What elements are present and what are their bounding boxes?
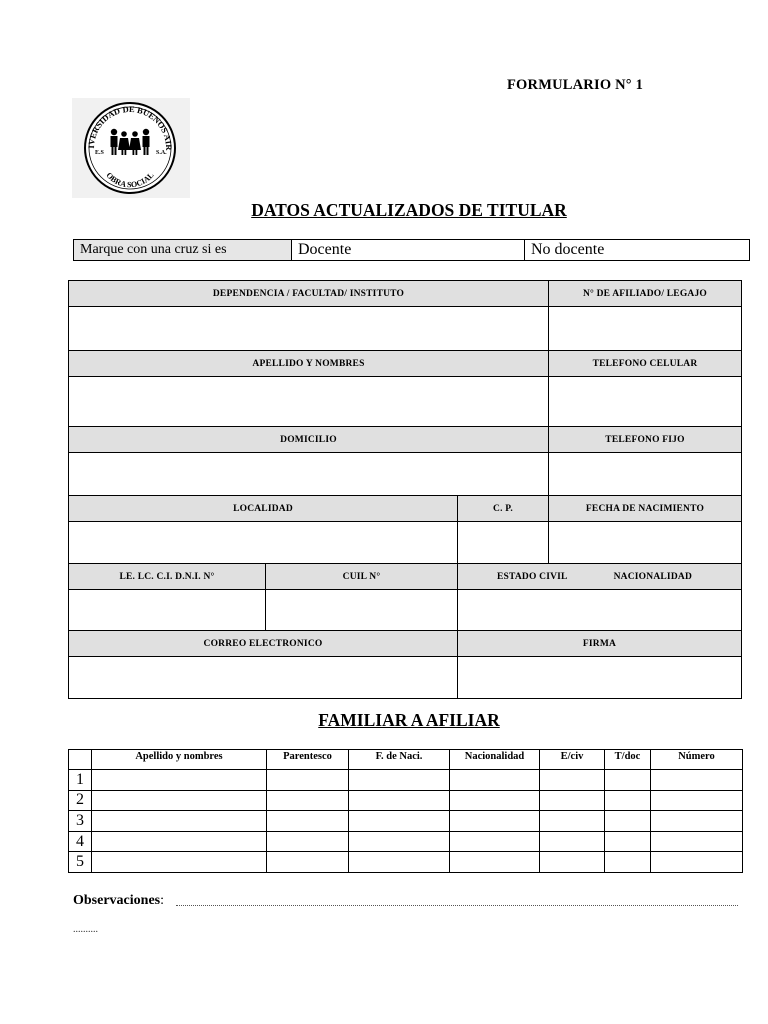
row-number: 2	[69, 790, 92, 811]
row-number: 1	[69, 770, 92, 791]
field-localidad[interactable]	[69, 522, 458, 564]
familiar-header-row	[69, 750, 743, 770]
mark-instruction: Marque con una cruz si es	[74, 240, 292, 260]
header-fecha-nacimiento: FECHA DE NACIMIENTO	[549, 496, 741, 522]
cell-fecha-nacimiento[interactable]	[349, 811, 450, 832]
row-number: 5	[69, 852, 92, 873]
cell-tipo-doc[interactable]	[605, 811, 651, 832]
familiar-section-title: FAMILIAR A AFILIAR	[318, 710, 500, 730]
col-header-parentesco: Parentesco	[267, 750, 349, 770]
field-cuil[interactable]	[266, 590, 458, 631]
header-cuil: CUIL N°	[266, 564, 458, 590]
header-apellido: APELLIDO Y NOMBRES	[69, 351, 549, 377]
seal-left-text: E.S	[95, 150, 104, 156]
seal-top-text: IVERSIDAD DE BUENOS AIR	[85, 103, 175, 151]
cell-fecha-nacimiento[interactable]	[349, 831, 450, 852]
cell-parentesco[interactable]	[267, 770, 349, 791]
cell-nacionalidad[interactable]	[450, 852, 540, 873]
cell-parentesco[interactable]	[267, 790, 349, 811]
cell-estado-civil[interactable]	[540, 811, 605, 832]
field-estado-nacionalidad[interactable]	[458, 590, 741, 631]
cell-parentesco[interactable]	[267, 811, 349, 832]
field-firma[interactable]	[458, 657, 741, 698]
titular-data-grid	[68, 280, 742, 699]
field-tel-fijo[interactable]	[549, 453, 741, 496]
observaciones-continuation: ..........	[73, 924, 98, 935]
titular-type-selector	[73, 239, 750, 261]
cell-numero[interactable]	[651, 852, 743, 873]
cell-apellido[interactable]	[92, 770, 267, 791]
cell-numero[interactable]	[651, 811, 743, 832]
header-documento: LE. LC. C.I. D.N.I. N°	[69, 564, 266, 590]
header-estado-nacionalidad	[458, 564, 741, 590]
table-row	[69, 852, 743, 873]
field-domicilio[interactable]	[69, 453, 549, 496]
col-header-tipo-doc: T/doc	[605, 750, 651, 770]
university-seal-logo	[72, 98, 190, 198]
table-row	[69, 831, 743, 852]
header-tel-fijo: TELEFONO FIJO	[549, 427, 741, 453]
cell-fecha-nacimiento[interactable]	[349, 852, 450, 873]
option-no-docente[interactable]: No docente	[531, 241, 605, 258]
col-header-index	[69, 750, 92, 770]
cell-fecha-nacimiento[interactable]	[349, 790, 450, 811]
cell-tipo-doc[interactable]	[605, 790, 651, 811]
field-dependencia[interactable]	[69, 307, 549, 351]
cell-apellido[interactable]	[92, 852, 267, 873]
row-number: 3	[69, 811, 92, 832]
header-estado-civil: ESTADO CIVIL	[497, 571, 568, 582]
header-firma: FIRMA	[458, 631, 741, 657]
field-apellido[interactable]	[69, 377, 549, 427]
cell-apellido[interactable]	[92, 790, 267, 811]
field-fecha-nacimiento[interactable]	[549, 522, 741, 564]
cell-numero[interactable]	[651, 831, 743, 852]
field-cp[interactable]	[458, 522, 549, 564]
cell-nacionalidad[interactable]	[450, 790, 540, 811]
form-number: FORMULARIO N° 1	[507, 77, 644, 93]
seal-bottom-text: OBRA SOCIAL	[104, 170, 156, 190]
cell-nacionalidad[interactable]	[450, 831, 540, 852]
cell-estado-civil[interactable]	[540, 831, 605, 852]
cell-estado-civil[interactable]	[540, 852, 605, 873]
header-afiliado: N° DE AFILIADO/ LEGAJO	[549, 281, 741, 307]
cell-nacionalidad[interactable]	[450, 811, 540, 832]
header-dependencia: DEPENDENCIA / FACULTAD/ INSTITUTO	[69, 281, 549, 307]
option-docente[interactable]: Docente	[292, 240, 525, 260]
field-afiliado[interactable]	[549, 307, 741, 351]
cell-apellido[interactable]	[92, 831, 267, 852]
cell-parentesco[interactable]	[267, 831, 349, 852]
table-row	[69, 770, 743, 791]
cell-tipo-doc[interactable]	[605, 852, 651, 873]
titular-section-title: DATOS ACTUALIZADOS DE TITULAR	[251, 200, 567, 220]
cell-apellido[interactable]	[92, 811, 267, 832]
header-localidad: LOCALIDAD	[69, 496, 458, 522]
cell-estado-civil[interactable]	[540, 790, 605, 811]
cell-numero[interactable]	[651, 790, 743, 811]
table-row	[69, 790, 743, 811]
row-number: 4	[69, 831, 92, 852]
col-header-nacionalidad: Nacionalidad	[450, 750, 540, 770]
col-header-fecha-nacimiento: F. de Naci.	[349, 750, 450, 770]
seal-right-text: S.A.	[156, 150, 167, 156]
col-header-apellido: Apellido y nombres	[92, 750, 267, 770]
field-tel-celular[interactable]	[549, 377, 741, 427]
field-correo[interactable]	[69, 657, 458, 698]
cell-tipo-doc[interactable]	[605, 831, 651, 852]
familiar-table	[68, 749, 743, 873]
col-header-estado-civil: E/civ	[540, 750, 605, 770]
observaciones-colon: :	[160, 893, 164, 908]
observaciones-label	[73, 893, 164, 909]
table-row	[69, 811, 743, 832]
col-header-numero: Número	[651, 750, 743, 770]
header-correo: CORREO ELECTRONICO	[69, 631, 458, 657]
cell-nacionalidad[interactable]	[450, 770, 540, 791]
field-documento[interactable]	[69, 590, 266, 631]
cell-parentesco[interactable]	[267, 852, 349, 873]
observaciones-line[interactable]	[176, 897, 738, 906]
cell-tipo-doc[interactable]	[605, 770, 651, 791]
cell-estado-civil[interactable]	[540, 770, 605, 791]
cell-numero[interactable]	[651, 770, 743, 791]
header-nacionalidad: NACIONALIDAD	[613, 571, 692, 582]
observaciones-label-text: Observaciones	[73, 893, 161, 908]
header-cp: C. P.	[458, 496, 549, 522]
cell-fecha-nacimiento[interactable]	[349, 770, 450, 791]
header-domicilio: DOMICILIO	[69, 427, 549, 453]
header-tel-celular: TELEFONO CELULAR	[549, 351, 741, 377]
